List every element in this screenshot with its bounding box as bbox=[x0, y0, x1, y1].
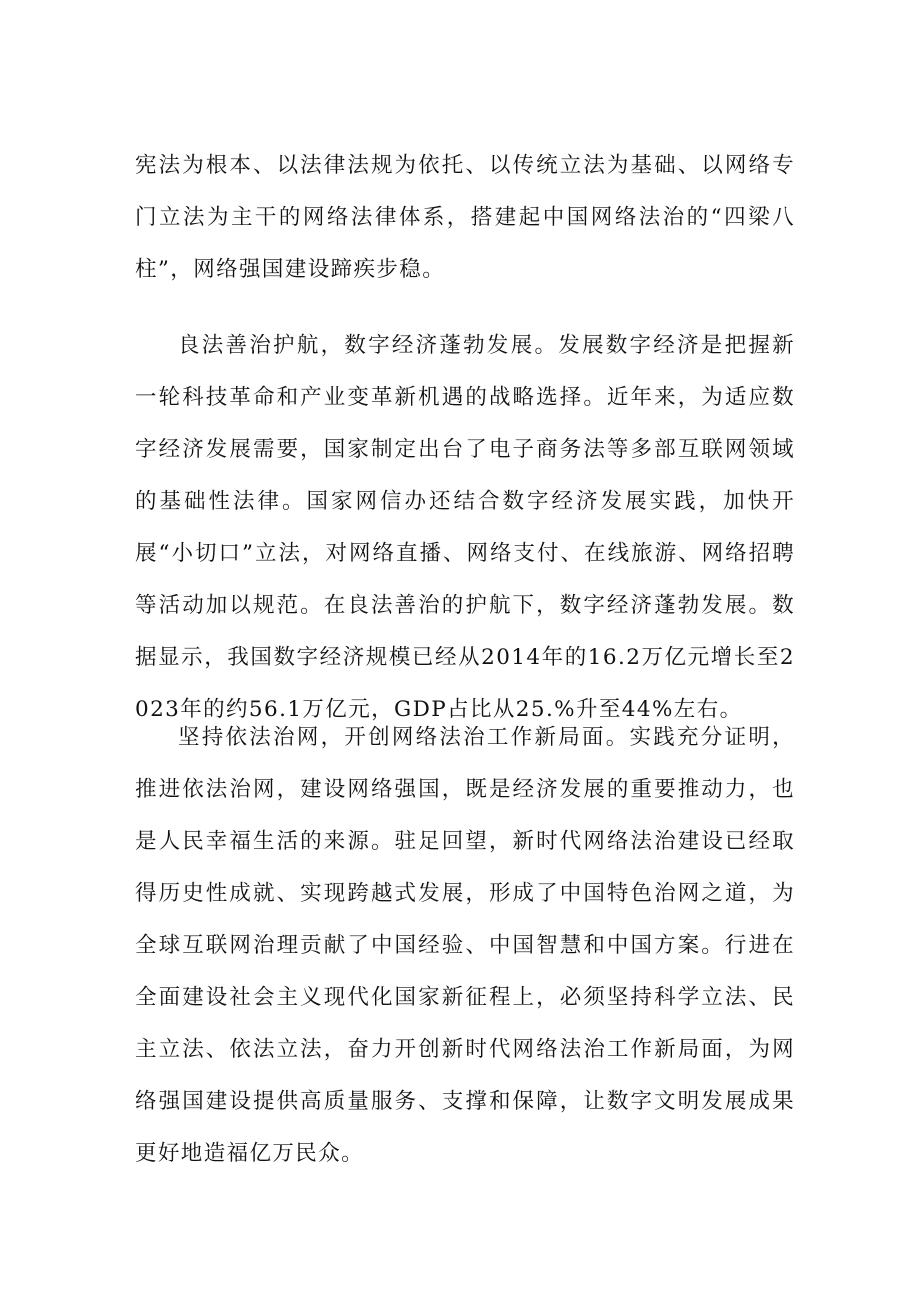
paragraph-rule-of-law: 坚持依法治网，开创网络法治工作新局面。实践充分证明，推进依法治网，建设网络强国，既是经济发展的重要推动力，也是人民幸福生活的来源。驻足回望，新时代网络法治建设已经取得历史性成就、实现跨越式发展，形成了中国特色治网之道，为全球互联网治理贡献了中国经验、中国智慧和中国方案。行进在全面建设社会主义现代化国家新征程上，必须坚持科学立法、民主立法、依法立法，奋力开创新时代网络法治工作新局面，为网络强国建设提供高质量服务、支撑和保障，让数字文明发展成果更好地造福亿万民众。 bbox=[135, 725, 795, 1166]
paragraph-continuation: 宪法为根本、以法律法规为依托、以传统立法为基础、以网络专门立法为主干的网络法律体系，搭建起中国网络法治的“四梁八柱”，网络强国建设蹄疾步稳。 bbox=[135, 153, 795, 282]
paragraph-digital-economy: 良法善治护航，数字经济蓬勃发展。发展数字经济是把握新一轮科技革命和产业变革新机遇的战略选择。近年来，为适应数字经济发展需要，国家制定出台了电子商务法等多部互联网领域的基础性法律。国家网信办还结合数字经济发展实践，加快开展“小切口”立法，对网络直播、网络支付、在线旅游、网络招聘等活动加以规范。在良法善治的护航下，数字经济蓬勃发展。数据显示，我国数字经济规模已经从2014年的16.2万亿元增长至2023年的约56.1万亿元，GDP占比从25.%升至44%左右。 bbox=[135, 333, 795, 722]
